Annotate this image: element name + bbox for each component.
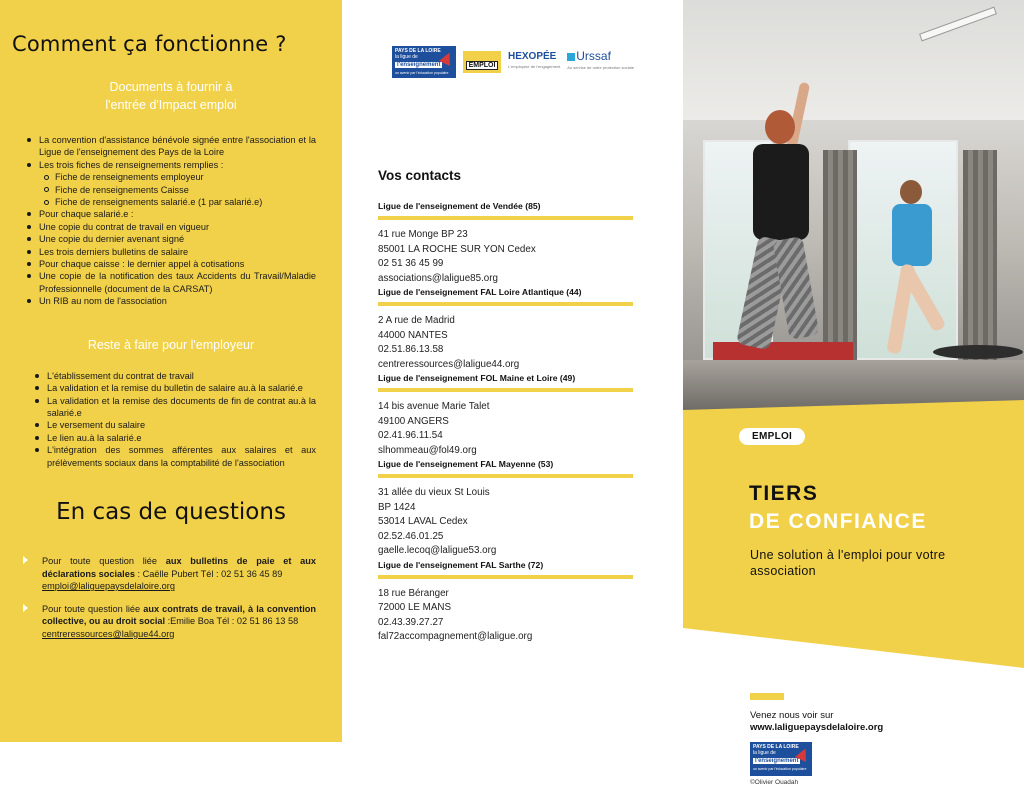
chevron-right-icon bbox=[23, 604, 28, 612]
list-item: La convention d'assistance bénévole signée entre l'association et la Ligue de l'enseignement des Pays de la Loire bbox=[26, 134, 316, 159]
contact-list bbox=[378, 201, 633, 645]
contact-divider bbox=[378, 216, 633, 220]
contact-org: Ligue de l'enseignement FOL Maine et Loire (49) bbox=[378, 373, 576, 383]
documents-heading-line1: Documents à fournir à bbox=[109, 80, 233, 94]
question-topic: aux contrats de travail, à la convention collective, ou au droit social bbox=[42, 603, 316, 627]
ligue-logo-name1: la ligue de bbox=[395, 54, 418, 60]
list-item: La validation et la remise des documents de fin de contrat au.à la salarié.e bbox=[34, 395, 316, 420]
contact-line: 53014 LAVAL Cedex bbox=[378, 516, 468, 527]
list-item: Un RIB au nom de l'association bbox=[26, 295, 316, 307]
question-text: Pour toute question liée bbox=[42, 555, 166, 566]
question-topic: aux bulletins de paie et aux déclarations sociales bbox=[42, 555, 316, 579]
list-item: Une copie du contrat de travail en vigueur bbox=[26, 221, 316, 233]
contact-line: 02.52.46.01.25 bbox=[378, 530, 444, 542]
list-item-label: Les trois fiches de renseignements remplies : bbox=[39, 159, 224, 170]
cover-tagline: Une solution à l'emploi pour votre association bbox=[750, 548, 946, 578]
partner-logos bbox=[392, 46, 634, 78]
documents-list bbox=[26, 134, 316, 308]
photo-credit: ©Olivier Ouadah bbox=[750, 779, 799, 786]
contact-divider bbox=[378, 575, 633, 579]
documents-heading-line2: l'entrée d'Impact emploi bbox=[105, 98, 237, 112]
contact-org: Ligue de l'enseignement FAL Mayenne (53) bbox=[378, 459, 554, 469]
contact-card bbox=[378, 201, 633, 286]
contact-card bbox=[378, 287, 633, 372]
contact-line: 41 rue Monge BP 23 bbox=[378, 229, 468, 240]
question-contracts bbox=[26, 603, 316, 641]
fiches-list bbox=[43, 171, 316, 208]
contact-email[interactable]: centreressources@laligue44.org bbox=[378, 358, 520, 370]
middle-panel bbox=[342, 0, 683, 791]
list-item bbox=[26, 159, 316, 209]
hexopee-logo-text: HEXOPÉE bbox=[508, 51, 557, 62]
website-link[interactable]: www.laliguepaysdelaloire.org bbox=[750, 722, 884, 733]
ligue-logo bbox=[392, 46, 456, 78]
right-panel bbox=[683, 0, 1024, 791]
list-item: L'établissement du contrat de travail bbox=[34, 370, 316, 382]
participant-head bbox=[900, 180, 922, 204]
contact-card bbox=[378, 373, 633, 458]
contact-org: Ligue de l'enseignement FAL Sarthe (72) bbox=[378, 559, 544, 570]
contact-email[interactable]: slhommeau@fol49.org bbox=[378, 444, 477, 456]
instructor-figure bbox=[723, 110, 823, 360]
contact-email[interactable]: gaelle.lecoq@laligue53.org bbox=[378, 545, 497, 556]
payroll-email-link[interactable]: emploi@laliguepaysdelaloire.org bbox=[42, 581, 175, 592]
list-item: Pour chaque salarié.e : bbox=[26, 208, 316, 220]
contact-card bbox=[378, 560, 633, 645]
ligue-logo-region: PAYS DE LA LOIRE bbox=[395, 48, 441, 54]
website-callout bbox=[750, 710, 883, 734]
impact-emploi-logo-text: EMPLOI bbox=[466, 61, 498, 70]
contact-line: 02.51.86.13.58 bbox=[378, 344, 444, 355]
hexopee-logo bbox=[508, 52, 560, 72]
list-item: Les trois derniers bulletins de salaire bbox=[26, 246, 316, 258]
contact-email[interactable]: fal72accompagnement@laligue.org bbox=[378, 631, 533, 642]
ligue-logo-name2: l'enseignement bbox=[755, 758, 799, 764]
contracts-email-link[interactable]: centreressources@laligue44.org bbox=[42, 628, 175, 639]
ligue-logo-name2: l'enseignement bbox=[397, 62, 441, 68]
urssaf-logo bbox=[567, 51, 634, 73]
contact-line: 2 A rue de Madrid bbox=[378, 315, 455, 326]
contact-line: 14 bis avenue Marie Talet bbox=[378, 401, 490, 412]
chevron-right-icon bbox=[23, 556, 28, 564]
emploi-badge: EMPLOI bbox=[739, 428, 805, 445]
contact-line: 85001 LA ROCHE SUR YON Cedex bbox=[378, 243, 536, 255]
hexopee-logo-sub: L'employeur de l'engagement bbox=[508, 64, 561, 69]
urssaf-mark-icon bbox=[567, 53, 575, 61]
contact-line: 31 allée du vieux St Louis bbox=[378, 487, 490, 498]
employer-todo-list bbox=[26, 370, 316, 469]
list-item: L'intégration des sommes afférentes aux salaires et aux prélèvements sociaux dans la comptabilité de l'association bbox=[34, 444, 316, 469]
contact-line: 44000 NANTES bbox=[378, 329, 448, 341]
list-item: Le versement du salaire bbox=[34, 419, 316, 431]
cover-title-line1: TIERS bbox=[749, 482, 819, 505]
employer-todo-heading: Reste à faire pour l'employeur bbox=[87, 337, 255, 352]
website-callout-text: Venez nous voir sur bbox=[750, 710, 834, 721]
contact-line: BP 1424 bbox=[378, 501, 416, 513]
list-item: Pour chaque caisse : le dernier appel à cotisations bbox=[26, 258, 316, 270]
left-panel bbox=[0, 0, 342, 742]
list-item: La validation et la remise du bulletin de salaire au.à la salarié.e bbox=[34, 382, 316, 394]
question-contact: :Emilie Boa Tél : 02 51 86 13 58 bbox=[165, 616, 299, 627]
participant-figure bbox=[878, 180, 958, 380]
list-item: Fiche de renseignements employeur bbox=[43, 171, 316, 183]
contact-line: 49100 ANGERS bbox=[378, 415, 449, 427]
question-contact: : Caëlle Pubert Tél : 02 51 36 45 89 bbox=[134, 568, 283, 579]
question-payroll bbox=[26, 555, 316, 593]
ligue-logo-small bbox=[750, 742, 812, 776]
ligue-logo-tagline: un avenir par l'éducation populaire bbox=[395, 71, 449, 75]
list-item: Fiche de renseignements Caisse bbox=[43, 184, 316, 196]
question-text: Pour toute question liée bbox=[42, 603, 144, 614]
list-item: Une copie du dernier avenant signé bbox=[26, 233, 316, 245]
contact-card bbox=[378, 459, 633, 559]
cover-title-line2: DE CONFIANCE bbox=[749, 510, 927, 533]
contact-line: 02.43.39.27.27 bbox=[378, 616, 444, 628]
ligue-logo-tagline: un avenir par l'éducation populaire bbox=[753, 767, 807, 771]
documents-heading bbox=[26, 78, 316, 114]
contact-email[interactable]: associations@laligue85.org bbox=[378, 272, 498, 284]
list-item: Fiche de renseignements salarié.e (1 par salarié.e) bbox=[43, 196, 316, 208]
contact-divider bbox=[378, 388, 633, 392]
contact-line: 72000 LE MANS bbox=[378, 602, 451, 613]
contact-org: Ligue de l'enseignement FAL Loire Atlantique (44) bbox=[378, 287, 582, 297]
ligue-logo-region: PAYS DE LA LOIRE bbox=[753, 744, 799, 750]
contact-divider bbox=[378, 302, 633, 306]
impact-emploi-logo bbox=[463, 51, 501, 73]
urssaf-logo-text: Urssaf bbox=[576, 49, 611, 63]
list-item: Une copie de la notification des taux Accidents du Travail/Maladie Professionnelle (document de la CARSAT) bbox=[26, 270, 316, 295]
participant-body bbox=[892, 204, 932, 266]
how-it-works-title: Comment ça fonctionne ? bbox=[12, 32, 287, 56]
ligue-logo-name1: la ligue de bbox=[753, 750, 776, 756]
urssaf-logo-sub: Au service de notre protection sociale bbox=[567, 65, 634, 70]
questions-title: En cas de questions bbox=[56, 498, 286, 525]
contacts-section bbox=[378, 168, 633, 645]
instructor-head bbox=[765, 110, 795, 144]
contacts-heading: Vos contacts bbox=[378, 168, 462, 183]
contact-line: 02.41.96.11.54 bbox=[378, 430, 443, 441]
contact-line: 02 51 36 45 99 bbox=[378, 258, 444, 269]
fitness-class-photo bbox=[683, 0, 1024, 410]
contact-divider bbox=[378, 474, 633, 478]
list-item: Le lien au.à la salarié.e bbox=[34, 432, 316, 444]
accent-bar bbox=[750, 693, 784, 700]
instructor-body bbox=[753, 144, 809, 240]
contact-line: 18 rue Béranger bbox=[378, 587, 449, 599]
contact-org: Ligue de l'enseignement de Vendée (85) bbox=[378, 201, 541, 211]
